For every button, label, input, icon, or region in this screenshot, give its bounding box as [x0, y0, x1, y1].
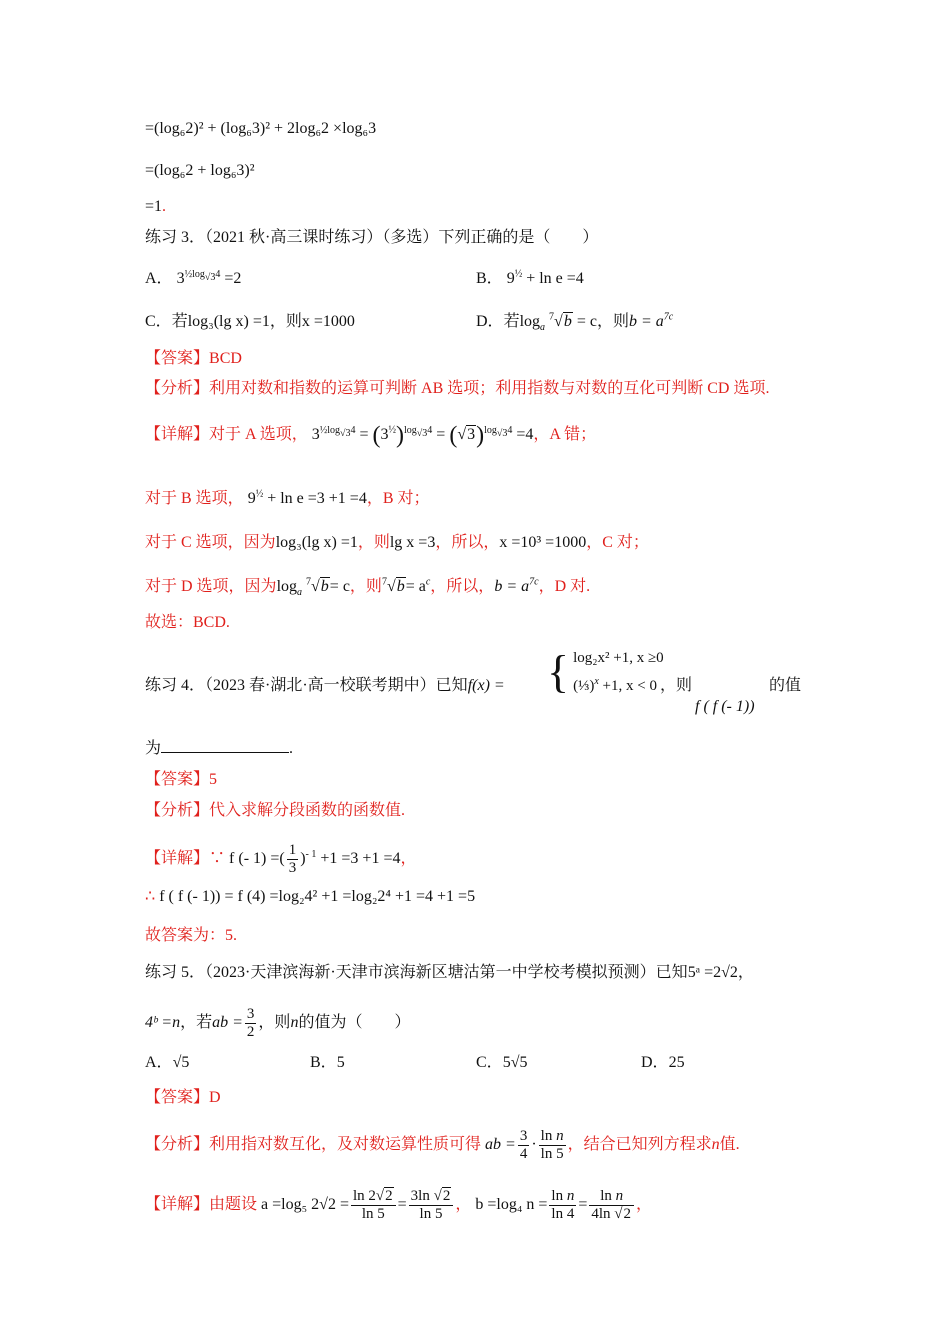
ex5-analysis-tag: 【分析】 — [145, 1136, 210, 1154]
ex3-detail-d-text2: ，则 — [349, 578, 382, 595]
ex3-option-b-label: B． — [476, 270, 503, 287]
ex5-option-c — [476, 1052, 527, 1074]
ex4-exponent: - 1 — [305, 848, 317, 860]
exercise-5-given1: 5ᵃ =2√2 — [687, 964, 738, 981]
ex5-analysis-dot: · — [531, 1136, 537, 1154]
exercise-4-lead — [145, 675, 505, 697]
piecewise-case-1: log₂x² +1, x ≥0 — [573, 650, 664, 666]
ex3-detail-a-text1: 对于 A 选项， — [209, 426, 308, 443]
ex3-detail-c-eq1: log₃(lg x) =1 — [275, 534, 358, 551]
ex3-option-d-expr2: b = a — [628, 313, 664, 330]
ex3-answer-value: BCD — [209, 350, 242, 367]
ex5-option-c-label: C． — [476, 1054, 503, 1071]
ex3-detail-d — [145, 576, 590, 598]
piecewise-case-2-base: (⅓)$^x$ — [573, 676, 599, 694]
exercise-3-label: 练习 3． — [145, 229, 206, 246]
piecewise-brace: { — [547, 646, 570, 697]
ex4-analysis — [145, 800, 405, 822]
exercise-5-source: （2023·天津滨海新·天津市滨海新区塘沽第一中学校考模拟预测）已知 — [205, 964, 688, 981]
ex4-analysis-text: 代入求解分段函数的函数值. — [209, 802, 406, 819]
ex4-detail-2 — [145, 886, 475, 908]
exercise-3-source: （2021 秋·高三课时练习）（多选）下列正确的是（ ） — [205, 229, 599, 246]
ex3-detail-c-text4: ，C 对； — [586, 534, 649, 551]
ex3-option-d-expr: = c — [576, 313, 597, 330]
ex3-option-a-expr: =2 — [224, 270, 242, 287]
ex5-detail-frac-lnn-ln4: $\frac{\text{ln n}}{\ln 4}$ — [551, 1188, 575, 1222]
ex3-detail-d-text3: ，所以， — [430, 578, 495, 595]
ex4-detail-eq1-c: +1 =3 +1 =4 — [320, 850, 401, 868]
ex3-detail-b-text1: 对于 B 选项， — [145, 490, 244, 507]
solution-line-3 — [145, 196, 166, 218]
ex4-answer-tag: 【答案】 — [145, 771, 210, 788]
ex3-option-c-text1: 若 — [171, 313, 188, 330]
answer-blank — [161, 738, 289, 753]
ex3-detail-b — [145, 488, 430, 510]
solution-line-1 — [145, 118, 376, 140]
piecewise-case-2-wrap — [573, 672, 664, 700]
exercise-5-text3: 的值为（ ） — [298, 1014, 411, 1032]
ex5-detail-frac-lnn-4lnroot2: $\frac{\text{ln n}}{4\ln √2}$ — [589, 1188, 634, 1223]
exercise-5-line2 — [145, 1006, 410, 1041]
ex5-answer — [145, 1087, 221, 1109]
ex3-option-b-expr: + ln e =4 — [526, 270, 584, 287]
ex4-detail-eq1-b: ) — [300, 850, 306, 868]
exercise-4-source: （2023 春·湖北·高一校联考期中）已知 — [205, 677, 468, 694]
exercise-5-given1-end: ， — [737, 964, 754, 981]
ex5-option-b — [310, 1052, 345, 1074]
exercise-4-label: 练习 4． — [145, 677, 206, 694]
exercise-4-target: f ( f (- 1)) — [695, 698, 755, 715]
ex3-option-d-label: D． — [476, 313, 504, 330]
ex3-analysis — [145, 378, 769, 400]
piecewise-case-2: +1, x < 0 — [602, 678, 657, 694]
ex3-detail-a-formula: $3^{\frac{1}{2}log_{√3}4} = (3^{\frac{1}{2}})^{log_{√3}4} = (√3)^{log_{√3}4}$ — [311, 422, 513, 449]
piecewise-function — [547, 644, 664, 700]
ex5-detail-eq1: a =log₅ 2√2 = — [261, 1196, 349, 1214]
ex5-detail-frac-ln2root2-ln5: $\frac{\ln 2√2}{\ln 5}$ — [351, 1188, 396, 1223]
ex3-answer — [145, 348, 242, 370]
ex4-analysis-tag: 【分析】 — [145, 802, 210, 819]
ex5-analysis-text3: 值. — [719, 1136, 740, 1154]
ex3-analysis-tag: 【分析】 — [145, 380, 210, 397]
ex5-detail-eq1b: = — [397, 1196, 407, 1214]
exercise-4-blank-line — [145, 738, 293, 760]
ex3-option-a-base: $3^{\frac{1}{2}log_{√3}4}$ — [176, 268, 221, 287]
ex3-analysis-text: 利用对数和指数的运算可判断 AB 选项；利用指数与对数的互化可判断 CD 选项. — [209, 380, 770, 397]
ex5-answer-value: D — [209, 1089, 221, 1106]
ex4-fraction-one-third: $\frac{1}{3}$ — [288, 842, 297, 876]
solution-line-2 — [145, 160, 255, 182]
ex5-detail-tag: 【详解】 — [145, 1196, 210, 1214]
ex3-detail-d-eq3: b = a — [494, 578, 530, 595]
exercise-4-func: f(x) = — [467, 677, 505, 694]
exercise-5-text1: ，若 — [180, 1014, 213, 1032]
ex4-detail-end: ， — [400, 850, 417, 868]
ex5-option-d-value: 25 — [668, 1054, 685, 1071]
ex5-detail-end: ， — [636, 1196, 653, 1214]
ex3-option-d — [476, 311, 673, 333]
ex5-analysis — [145, 1128, 740, 1163]
ex5-option-a-label: A． — [145, 1054, 173, 1071]
exercise-5-title — [145, 962, 754, 984]
ex3-detail-d-log: $\log_a ^7√b$ — [276, 576, 329, 599]
ex3-detail-c-eq2: lg x =3 — [389, 534, 436, 551]
ex3-detail-b-base: $9^{\frac{1}{2}}$ — [247, 488, 264, 507]
ex3-detail-b-text2: ，B 对； — [366, 490, 430, 507]
solution-expr-3: =1 — [145, 198, 163, 215]
ex3-detail-b-eq: + ln e =3 +1 =4 — [267, 490, 367, 507]
ex3-detail-c-text1: 对于 C 选项，因为 — [145, 534, 276, 551]
exercise-3-title — [145, 227, 598, 249]
ex3-conclusion: 故选：BCD. — [145, 614, 230, 631]
ex4-answer — [145, 769, 217, 791]
piecewise-cases — [573, 644, 664, 700]
ex3-detail-d-root: $^7$√b — [381, 576, 405, 595]
ex3-detail-c-text3: ，所以， — [435, 534, 500, 551]
ex3-option-a-label: A． — [145, 270, 173, 287]
ex5-analysis-text2: ，结合已知列方程求 — [567, 1136, 712, 1154]
ex5-option-b-value: 5 — [336, 1054, 345, 1071]
solution-expr-2: =(log₆2 + log₆3)² — [145, 162, 255, 179]
ex5-option-d — [641, 1052, 685, 1074]
ex3-option-c-label: C． — [145, 313, 172, 330]
ex3-detail-d-eq2: = a — [405, 578, 426, 595]
ex5-analysis-eq: ab = — [485, 1136, 516, 1154]
ex4-conclusion: 故答案为：5. — [145, 927, 238, 944]
ex3-detail-d-exp1: c — [425, 576, 431, 588]
ex3-option-d-text2: ，则 — [596, 313, 629, 330]
exercise-4-blank-start: 为 — [145, 740, 162, 757]
ex5-option-d-label: D． — [641, 1054, 669, 1071]
ex5-detail-sep: ， — [455, 1196, 472, 1214]
ex3-detail-tag: 【详解】 — [145, 426, 210, 443]
ex5-option-b-label: B． — [310, 1054, 337, 1071]
ex3-option-c-text2: ，则 — [269, 313, 302, 330]
ex3-option-a — [145, 268, 241, 290]
ex5-detail-eq2b: = — [578, 1196, 588, 1214]
exercise-5-label: 练习 5． — [145, 964, 206, 981]
ex5-detail-frac-3lnroot2-ln5: $\frac{3\ln √2}{\ln 5}$ — [409, 1188, 454, 1223]
ex3-detail-a-text2: ，A 错； — [533, 426, 597, 443]
ex3-detail-d-text4: ，D 对. — [538, 578, 591, 595]
because-symbol: ∵ — [209, 850, 226, 868]
ex5-analysis-text1: 利用指对数互化，及对数运算性质可得 — [209, 1136, 482, 1154]
exercise-5-text2: ，则 — [258, 1014, 291, 1032]
ex3-option-c-expr: log₃(lg x) =1 — [187, 313, 270, 330]
ex3-option-c-expr2: x =1000 — [301, 313, 355, 330]
ex5-analysis-frac-lnn-ln5: $\frac{\text{ln n}}{\ln 5}$ — [540, 1128, 564, 1162]
exercise-5-var-n: n — [290, 1014, 299, 1032]
ex5-analysis-n: n — [711, 1136, 720, 1154]
ex3-option-d-text1: 若 — [503, 313, 520, 330]
ex3-answer-tag: 【答案】 — [145, 350, 210, 367]
ex5-answer-tag: 【答案】 — [145, 1089, 210, 1106]
ex4-detail-eq1-a: f (- 1) =( — [229, 850, 285, 868]
ex3-detail-a-eq: =4 — [516, 426, 534, 443]
solution-end: . — [162, 198, 167, 215]
ex5-option-a — [145, 1052, 189, 1074]
ex4-detail-tag: 【详解】 — [145, 850, 210, 868]
ex4-detail-eq2: f ( f (- 1)) = f (4) =log₂4² +1 =log₂2⁴ +1 =4 +1 =5 — [159, 888, 476, 905]
ex3-option-d-log: $\log_a ^7√b$ — [519, 311, 572, 334]
ex5-option-a-value: √5 — [172, 1054, 190, 1071]
ex4-answer-value: 5 — [209, 771, 218, 788]
ex5-analysis-frac-3-4: $\frac{3}{4}$ — [519, 1128, 528, 1162]
ex5-detail-text1: 由题设 — [209, 1196, 258, 1214]
ex3-option-d-exp: 7c — [663, 311, 674, 323]
ex4-detail-1 — [145, 842, 416, 877]
exercise-5-given2: 4ᵇ =n — [145, 1014, 181, 1032]
ex3-detail-c-text2: ，则 — [357, 534, 390, 551]
ex3-detail-c-eq3: x =10³ =1000 — [499, 534, 587, 551]
ex5-detail — [145, 1188, 652, 1223]
therefore-symbol: ∴ — [145, 888, 156, 905]
ex3-detail-a — [145, 422, 597, 449]
exercise-4-then: ，则 — [660, 677, 693, 694]
ex3-option-b-base: $9^{\frac{1}{2}}$ — [506, 268, 523, 287]
exercise-4-blank-end: . — [289, 740, 294, 757]
ex3-detail-d-eq1: = c — [329, 578, 350, 595]
ex3-detail-c — [145, 532, 649, 554]
ex3-option-c — [145, 311, 355, 333]
exercise-4-tail: 的值 — [769, 677, 802, 694]
ex5-option-c-value: 5√5 — [502, 1054, 528, 1071]
ex3-option-b — [476, 268, 584, 290]
solution-expr-1: =(log₆2)² + (log₆3)² + 2log₆2 ×log₆3 — [145, 120, 377, 137]
ex5-fraction-three-halves: $\frac{3}{2}$ — [246, 1006, 255, 1040]
exercise-5-given3: ab = — [212, 1014, 243, 1032]
ex5-detail-eq2: b =log₄ n = — [475, 1196, 548, 1214]
ex3-detail-d-exp2: 7c — [529, 576, 539, 588]
ex3-detail-d-text1: 对于 D 选项，因为 — [145, 578, 277, 595]
